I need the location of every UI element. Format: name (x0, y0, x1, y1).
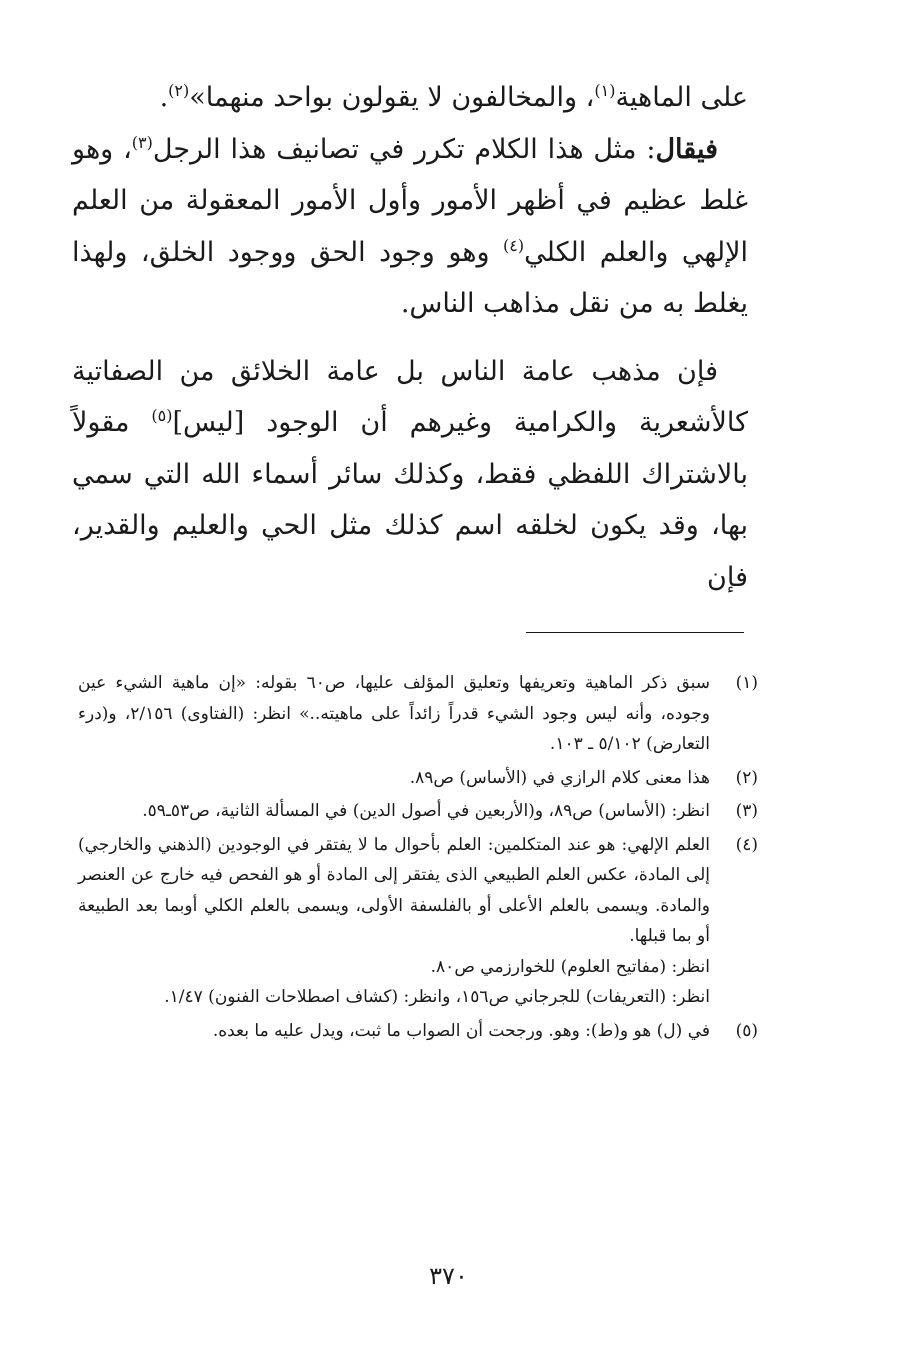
footnote-ref-4[interactable]: (٤) (503, 235, 525, 255)
footnote-body (78, 830, 710, 1013)
footnote-number: (٣) (735, 801, 758, 821)
text-run: وهو وجود الحق ووجود الخلق، ولهذا يغلط به من نقل مذاهب الناس. (72, 236, 748, 319)
text-run: فإن مذهب عامة الناس بل عامة الخلائق من الصفاتية كالأشعرية والكرامية وغيرهم أن الوجود [ليس] (72, 355, 748, 438)
footnote-2 (78, 763, 758, 794)
text-run: ، وهو غلط عظيم في أظهر الأمور وأول الأمور المعقولة من العلم الإلهي والعلم الكلي (72, 133, 748, 268)
footnote-line: سبق ذكر الماهية وتعريفها وتعليق المؤلف عليها، ص٦٠ بقوله: «إن ماهية الشيء عين وجوده، وأنه ليس وجود الشيء قدراً زائداً على ماهيته..» انظر: (الفتاوى) ٢/١٥٦، و(درء التعارض) ٥/١٠٢ ـ ١٠٣. (78, 673, 710, 754)
footnote-ref-1[interactable]: (١) (594, 81, 616, 100)
text-run: مقولاً بالاشتراك اللفظي فقط، وكذلك سائر أسماء الله التي سمي بها، وقد يكون لخلقه اسم كذلك مثل الحي والعليم والقدير، فإن (72, 407, 748, 593)
main-text (72, 72, 748, 603)
footnote-line: انظر: (مفاتيح العلوم) للخوارزمي ص٨٠. (430, 956, 710, 977)
footnote-body (78, 763, 710, 794)
footnote-line: انظر: (الأساس) ص٨٩، و(الأربعين في أصول الدين) في المسألة الثانية، ص٥٣ـ٥٩. (142, 801, 710, 821)
paragraph-2 (72, 124, 748, 330)
footnote-number: (٥) (735, 1020, 758, 1041)
paragraph-3 (72, 346, 748, 604)
paragraph-1 (72, 72, 748, 124)
footnote-line: هذا معنى كلام الرازي في (الأساس) ص٨٩. (409, 767, 710, 788)
footnote-line: في (ل) هو و(ط): وهو. ورجحت أن الصواب ما ثبت، ويدل عليه ما بعده. (212, 1020, 710, 1041)
footnote-body (78, 796, 710, 827)
text-run: . (159, 82, 169, 113)
text-run: ، والمخالفون لا يقولون بواحد منهما» (189, 82, 595, 113)
footnote-3 (78, 796, 758, 827)
text-run: : مثل هذا الكلام تكرر في تصانيف هذا الرجل (152, 133, 656, 165)
text-run: على الماهية (615, 82, 748, 113)
footnote-body (78, 668, 710, 760)
footnote-5 (78, 1016, 758, 1047)
page-number: ٣٧٠ (429, 1262, 468, 1290)
footnote-divider (526, 632, 744, 633)
footnote-4 (78, 830, 758, 1013)
footnote-line: انظر: (التعريفات) للجرجاني ص١٥٦، وانظر: (كشاف اصطلاحات الفنون) ١/٤٧. (164, 987, 710, 1007)
keyword-faqal: فيقال (655, 133, 718, 165)
footnotes (78, 668, 758, 1049)
footnote-line: العلم الإلهي: هو عند المتكلمين: العلم بأحوال ما لا يفتقر في الوجودين (الذهني والخارجي) إلى المادة، عكس العلم الطبيعي الذى يفتقر إلى المادة أو هو الفحص فيه خارج عن العنصر والمادة. ويسمى بالعلم الأعلى أو بالفلسفة الأولى، ويسمى بالعلم الكلي أوبما بعد الطبيعة أو بما قبلها. (78, 834, 710, 946)
footnote-ref-5[interactable]: (٥) (151, 406, 173, 425)
footnote-number: (١) (735, 673, 758, 693)
footnote-1 (78, 668, 758, 760)
footnote-ref-2[interactable]: (٢) (168, 81, 190, 100)
footnote-number: (٤) (735, 834, 758, 855)
footnote-ref-3[interactable]: (٣) (131, 132, 153, 152)
footnote-number: (٢) (735, 767, 758, 788)
footnote-body (78, 1016, 710, 1047)
